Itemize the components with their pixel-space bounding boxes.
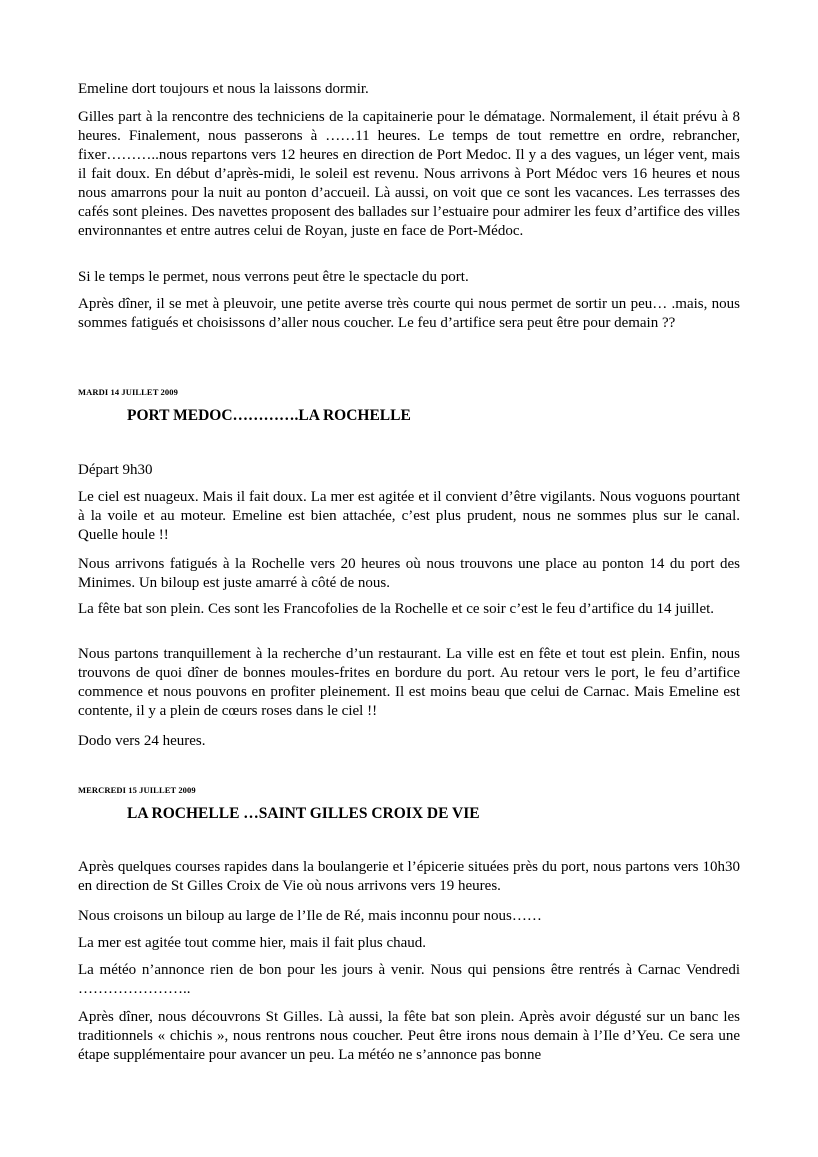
paragraph: Le ciel est nuageux. Mais il fait doux. La mer est agitée et il convient d’être vigilants. Nous voguons pourtant à la voile et au moteur. Emeline est bien attachée, c’est plus prudent, nous ne sommes plus sur le canal. Quelle houle !!: [78, 489, 740, 543]
paragraph: Après dîner, il se met à pleuvoir, une petite averse très courte qui nous permet de sortir un peu… .mais, nous sommes fatigués et choisissons d’aller nous coucher. Le feu d’artifice sera peut être pour demain ??: [78, 296, 740, 331]
entry-title: LA ROCHELLE …SAINT GILLES CROIX DE VIE: [127, 805, 480, 822]
paragraph: Départ 9h30: [78, 462, 153, 478]
paragraph: Nous arrivons fatigués à la Rochelle vers 20 heures où nous trouvons une place au ponton 14 du port des Minimes. Un biloup est juste amarré à côté de nous.: [78, 556, 740, 591]
paragraph: La mer est agitée tout comme hier, mais il fait plus chaud.: [78, 935, 427, 951]
paragraph: Après quelques courses rapides dans la boulangerie et l’épicerie situées près du port, nous partons vers 10h30 en direction de St Gilles Croix de Vie où nous arrivons vers 19 heures.: [78, 859, 740, 894]
paragraph: La météo n’annonce rien de bon pour les jours à venir. Nous qui pensions être rentrés à Carnac Vendredi …………………..: [78, 962, 740, 997]
paragraph: Si le temps le permet, nous verrons peut être le spectacle du port.: [78, 269, 469, 285]
paragraph: La fête bat son plein. Ces sont les Francofolies de la Rochelle et ce soir c’est le feu d’artifice du 14 juillet.: [78, 601, 715, 617]
paragraph: Nous partons tranquillement à la recherche d’un restaurant. La ville est en fête et tout est plein. Enfin, nous trouvons de quoi dîner de bonnes moules-frites en bordure du port. Au retour vers le port, le feu d’artifice commence et nous pouvons en profiter pleinement. Il est moins beau que celui de Carnac. Mais Emeline est contente, il y a plein de cœurs roses dans le ciel !!: [78, 646, 740, 719]
entry-date: MARDI 14 JUILLET 2009: [78, 387, 178, 397]
paragraph: Gilles part à la rencontre des techniciens de la capitainerie pour le dématage. Normalement, il était prévu à 8 heures. Finalement, nous passerons à ……11 heures. Le temps de tout remettre en ordre, rebrancher, fixer………..nous repartons vers 12 heures en direction de Port Medoc. Il y a des vagues, un léger vent, mais il fait doux. En début d’après-midi, le soleil est revenu. Nous arrivons à Port Médoc vers 16 heures et nous nous amarrons pour la nuit au ponton d’accueil. Là aussi, on voit que ce sont les vacances. Les terrasses des cafés sont pleines. Des navettes proposent des ballades sur l’estuaire pour admirer les feux d’artifice des villes environnantes et entre autres celui de Royan, juste en face de Port-Médoc.: [78, 109, 740, 239]
paragraph: Nous croisons un biloup au large de l’Ile de Ré, mais inconnu pour nous……: [78, 908, 542, 924]
paragraph: Dodo vers 24 heures.: [78, 733, 206, 749]
entry-title: PORT MEDOC………….LA ROCHELLE: [127, 407, 411, 424]
entry-date: MERCREDI 15 JUILLET 2009: [78, 785, 196, 795]
paragraph: Après dîner, nous découvrons St Gilles. Là aussi, la fête bat son plein. Après avoir dégusté sur un banc les traditionnels « chichis », nous rentrons nous coucher. Peut être irons nous demain à l’Ile d’Yeu. Ce sera une étape supplémentaire pour avancer un peu. La météo ne s’annonce pas bonne: [78, 1009, 740, 1063]
paragraph: Emeline dort toujours et nous la laissons dormir.: [78, 81, 369, 97]
